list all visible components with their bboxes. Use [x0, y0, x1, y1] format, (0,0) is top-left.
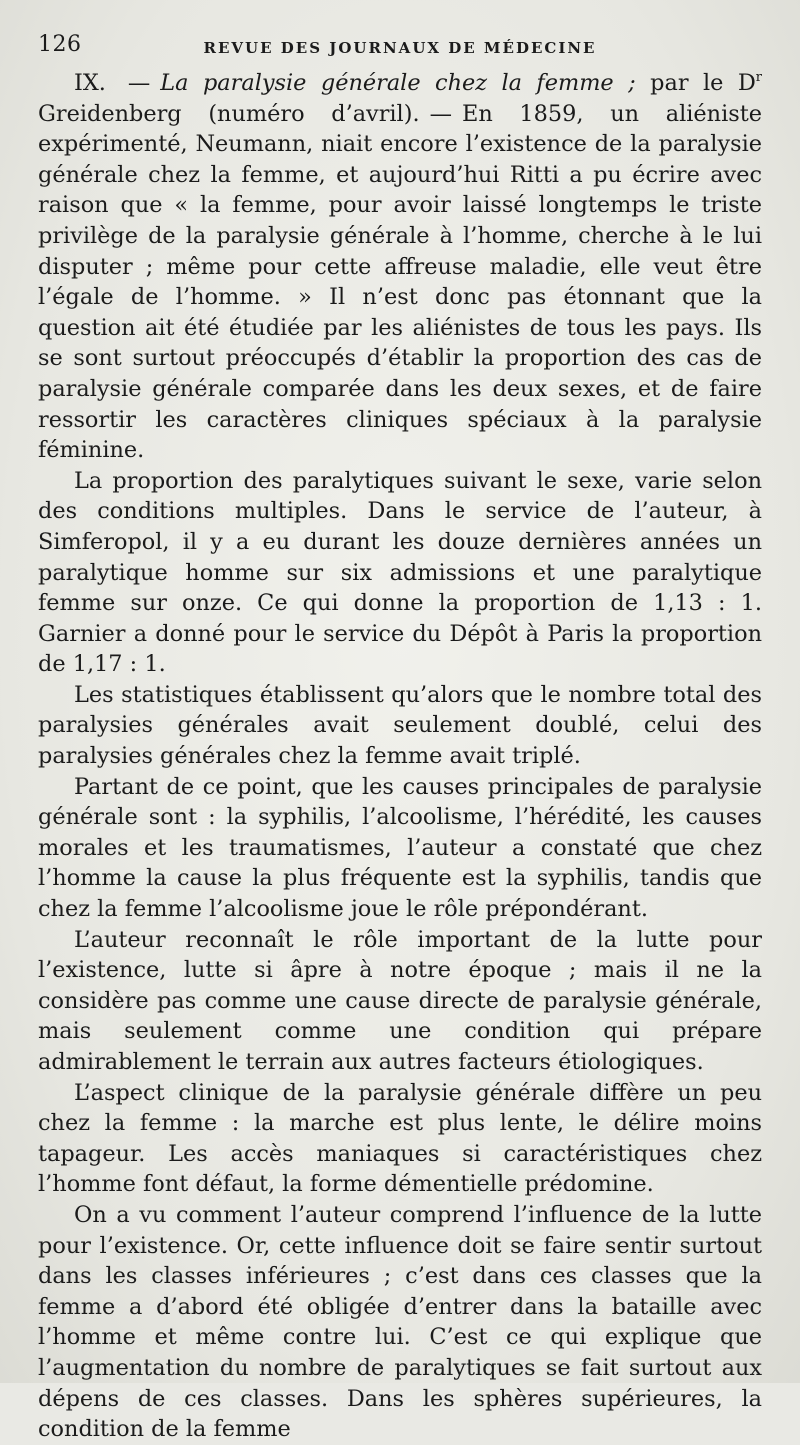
byline-rest: Greidenberg (numéro d’avril).: [38, 100, 420, 127]
article-intro-paragraph: [38, 68, 762, 466]
paragraph: L’auteur reconnaît le rôle important de la lutte pour l’existence, lutte si âpre à notre époque ; mais il ne la considère pas comme une cause directe de paralysie générale, mais seulement comme une condition qui prépare admirablement le terrain aux autres facteurs étiologiques.: [38, 926, 762, 1075]
page-number: 126: [38, 32, 82, 57]
paragraph: Les statistiques établissent qu’alors que le nombre total des paralysies générales avait seulement doublé, celui des paralysies générales chez la femme avait triplé.: [38, 681, 762, 770]
byline-prefix: par le D: [650, 70, 756, 96]
intro-dash: —: [429, 100, 452, 127]
article-title: La paralysie générale chez la femme ;: [160, 70, 636, 96]
paragraph: La proportion des paralytiques suivant le sexe, varie selon des conditions multiples. Dans le service de l’auteur, à Simferopol, il y a eu durant les douze dernières années un paralytique homme sur six admissions et une paralytique femme sur onze. Ce qui donne la proportion de 1,13 : 1. Garnier a donné pour le service du Dépôt à Paris la proportion de 1,17 : 1.: [38, 467, 762, 678]
intro-text: En 1859, un aliéniste expérimenté, Neumann, niait encore l’existence de la paralysie générale chez la femme, et aujourd’hui Ritti a pu écrire avec raison que « la femme, pour avoir laissé longtemps le triste privilège de la paralysie générale à l’homme, cherche à le lui disputer ; même pour cette affreuse maladie, elle veut être l’égale de l’homme. » Il n’est donc pas étonnant que la question ait été étudiée par les aliénistes de tous les pays. Ils se sont surtout préoccupés d’établir la proportion des cas de paralysie générale comparée dans les deux sexes, et de faire ressortir les caractères cliniques spéciaux à la paralysie féminine.: [38, 100, 762, 464]
byline-superscript: r: [755, 70, 763, 85]
paragraph: L’aspect clinique de la paralysie générale diffère un peu chez la femme : la marche est plus lente, le délire moins tapageur. Les accès maniaques si caractéristiques chez l’homme font défaut, la forme démentielle prédomine.: [38, 1079, 762, 1198]
paragraph: On a vu comment l’auteur comprend l’influence de la lutte pour l’existence. Or, cette influence doit se faire sentir surtout dans les classes inférieures ; c’est dans ces classes que la femme a d’abord été obligée d’entrer dans la bataille avec l’homme et même contre lui. C’est ce qui explique que l’augmentation du nombre de paralytiques se fait surtout aux dépens de ces classes. Dans les sphères supérieures, la condition de la femme: [38, 1201, 762, 1443]
journal-title: REVUE DES JOURNAUX DE MÉDECINE: [203, 39, 597, 57]
section-number: IX.: [74, 70, 106, 96]
running-head: [38, 30, 762, 64]
paragraph: Partant de ce point, que les causes principales de paralysie générale sont : la syphilis, l’alcoolisme, l’hérédité, les causes morales et les traumatismes, l’auteur a constaté que chez l’homme la cause la plus fréquente est la syphilis, tandis que chez la femme l’alcoolisme joue le rôle prépondérant.: [38, 773, 762, 923]
title-dash: —: [127, 70, 151, 96]
article-body: [38, 68, 762, 1445]
